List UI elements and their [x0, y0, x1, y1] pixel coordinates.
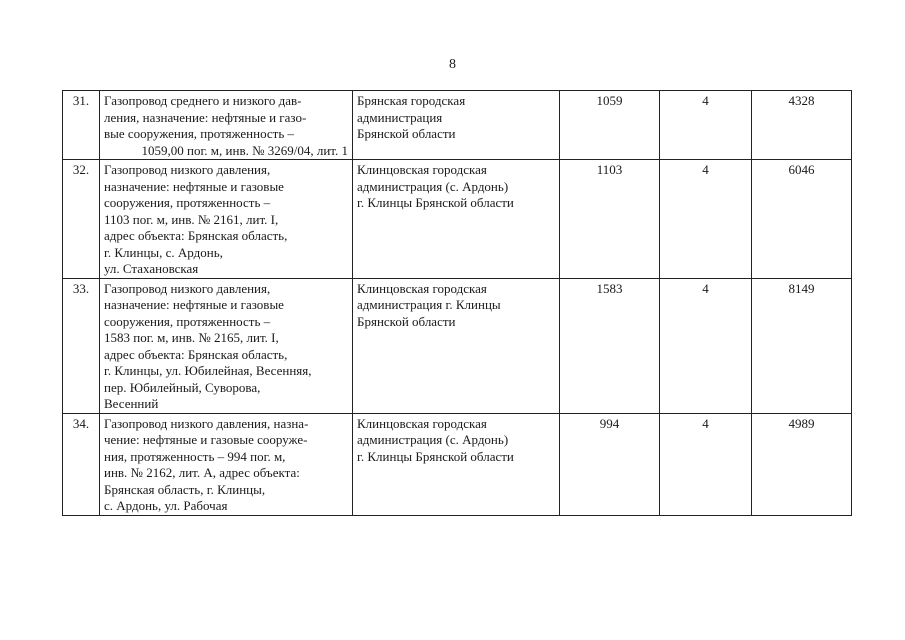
value-cell: 8149 [752, 278, 852, 413]
description-line: вые сооружения, протяженность – [104, 126, 295, 141]
owner-line: администрация г. Клинцы [357, 297, 501, 312]
row-number: 31. [63, 91, 100, 160]
length-cell: 1059 [560, 91, 660, 160]
owner-line: администрация (с. Ардонь) [357, 432, 509, 447]
table-row [63, 413, 852, 515]
owner-line: Клинцовская городская [357, 415, 487, 431]
owner-line: Брянской области [357, 313, 456, 329]
description-line: Газопровод низкого давления, назна- [104, 415, 309, 431]
object-description [100, 278, 353, 413]
description-line: адрес объекта: Брянская область, [104, 346, 288, 362]
description-line: Газопровод низкого давления, [104, 280, 271, 296]
description-line: назначение: нефтяные и газовые [104, 297, 284, 312]
owner-line: Клинцовская городская [357, 162, 487, 177]
owner-cell [353, 91, 560, 160]
description-line: сооружения, протяженность – [104, 313, 271, 329]
owner-line: Брянская городская [357, 93, 466, 108]
value-cell: 6046 [752, 160, 852, 279]
owner-line: Брянской области [357, 126, 456, 141]
description-line: г. Клинцы, ул. Юбилейная, Весенняя, [104, 363, 312, 378]
description-line: ул. Стахановская [104, 261, 199, 276]
description-line: ления, назначение: нефтяные и газо- [104, 109, 307, 125]
table-row [63, 160, 852, 279]
value-cell: 4328 [752, 91, 852, 160]
object-description [100, 413, 353, 515]
page-number: 8 [449, 57, 456, 72]
owner-line: г. Клинцы Брянской области [357, 195, 514, 210]
owner-line: Клинцовская городская [357, 280, 487, 296]
object-description [100, 91, 353, 160]
length-cell: 1103 [560, 160, 660, 279]
description-line: Весенний [104, 396, 159, 411]
length-cell: 1583 [560, 278, 660, 413]
table-row [63, 91, 852, 160]
length-cell: 994 [560, 413, 660, 515]
grade-cell: 4 [660, 160, 752, 279]
description-line: назначение: нефтяные и газовые [104, 178, 284, 194]
description-line: сооружения, протяженность – [104, 195, 271, 210]
description-line: инв. № 2162, лит. А, адрес объекта: [104, 465, 300, 480]
description-line: 1583 пог. м, инв. № 2165, лит. I, [104, 330, 279, 345]
description-line: Брянская область, г. Клинцы, [104, 481, 266, 497]
description-line: ния, протяженность – 994 пог. м, [104, 448, 286, 464]
description-line: г. Клинцы, с. Ардонь, [104, 244, 223, 260]
owner-line: администрация [357, 109, 443, 125]
description-line: 1103 пог. м, инв. № 2161, лит. I, [104, 211, 279, 227]
grade-cell: 4 [660, 91, 752, 160]
row-number: 34. [63, 413, 100, 515]
row-number: 33. [63, 278, 100, 413]
description-line: Газопровод среднего и низкого дав- [104, 93, 302, 108]
description-line: чение: нефтяные и газовые сооруже- [104, 432, 308, 447]
grade-cell: 4 [660, 413, 752, 515]
registry-table [62, 90, 852, 516]
owner-cell [353, 160, 560, 279]
value-cell: 4989 [752, 413, 852, 515]
row-number: 32. [63, 160, 100, 279]
description-line: адрес объекта: Брянская область, [104, 228, 288, 243]
owner-line: г. Клинцы Брянской области [357, 448, 514, 464]
description-line: с. Ардонь, ул. Рабочая [104, 498, 228, 513]
owner-cell [353, 413, 560, 515]
description-line: Газопровод низкого давления, [104, 162, 271, 177]
description-line: 1059,00 пог. м, инв. № 3269/04, лит. 1 [141, 142, 348, 158]
table-row [63, 278, 852, 413]
grade-cell: 4 [660, 278, 752, 413]
owner-cell [353, 278, 560, 413]
description-line: пер. Юбилейный, Суворова, [104, 379, 261, 395]
object-description [100, 160, 353, 279]
owner-line: администрация (с. Ардонь) [357, 178, 509, 194]
